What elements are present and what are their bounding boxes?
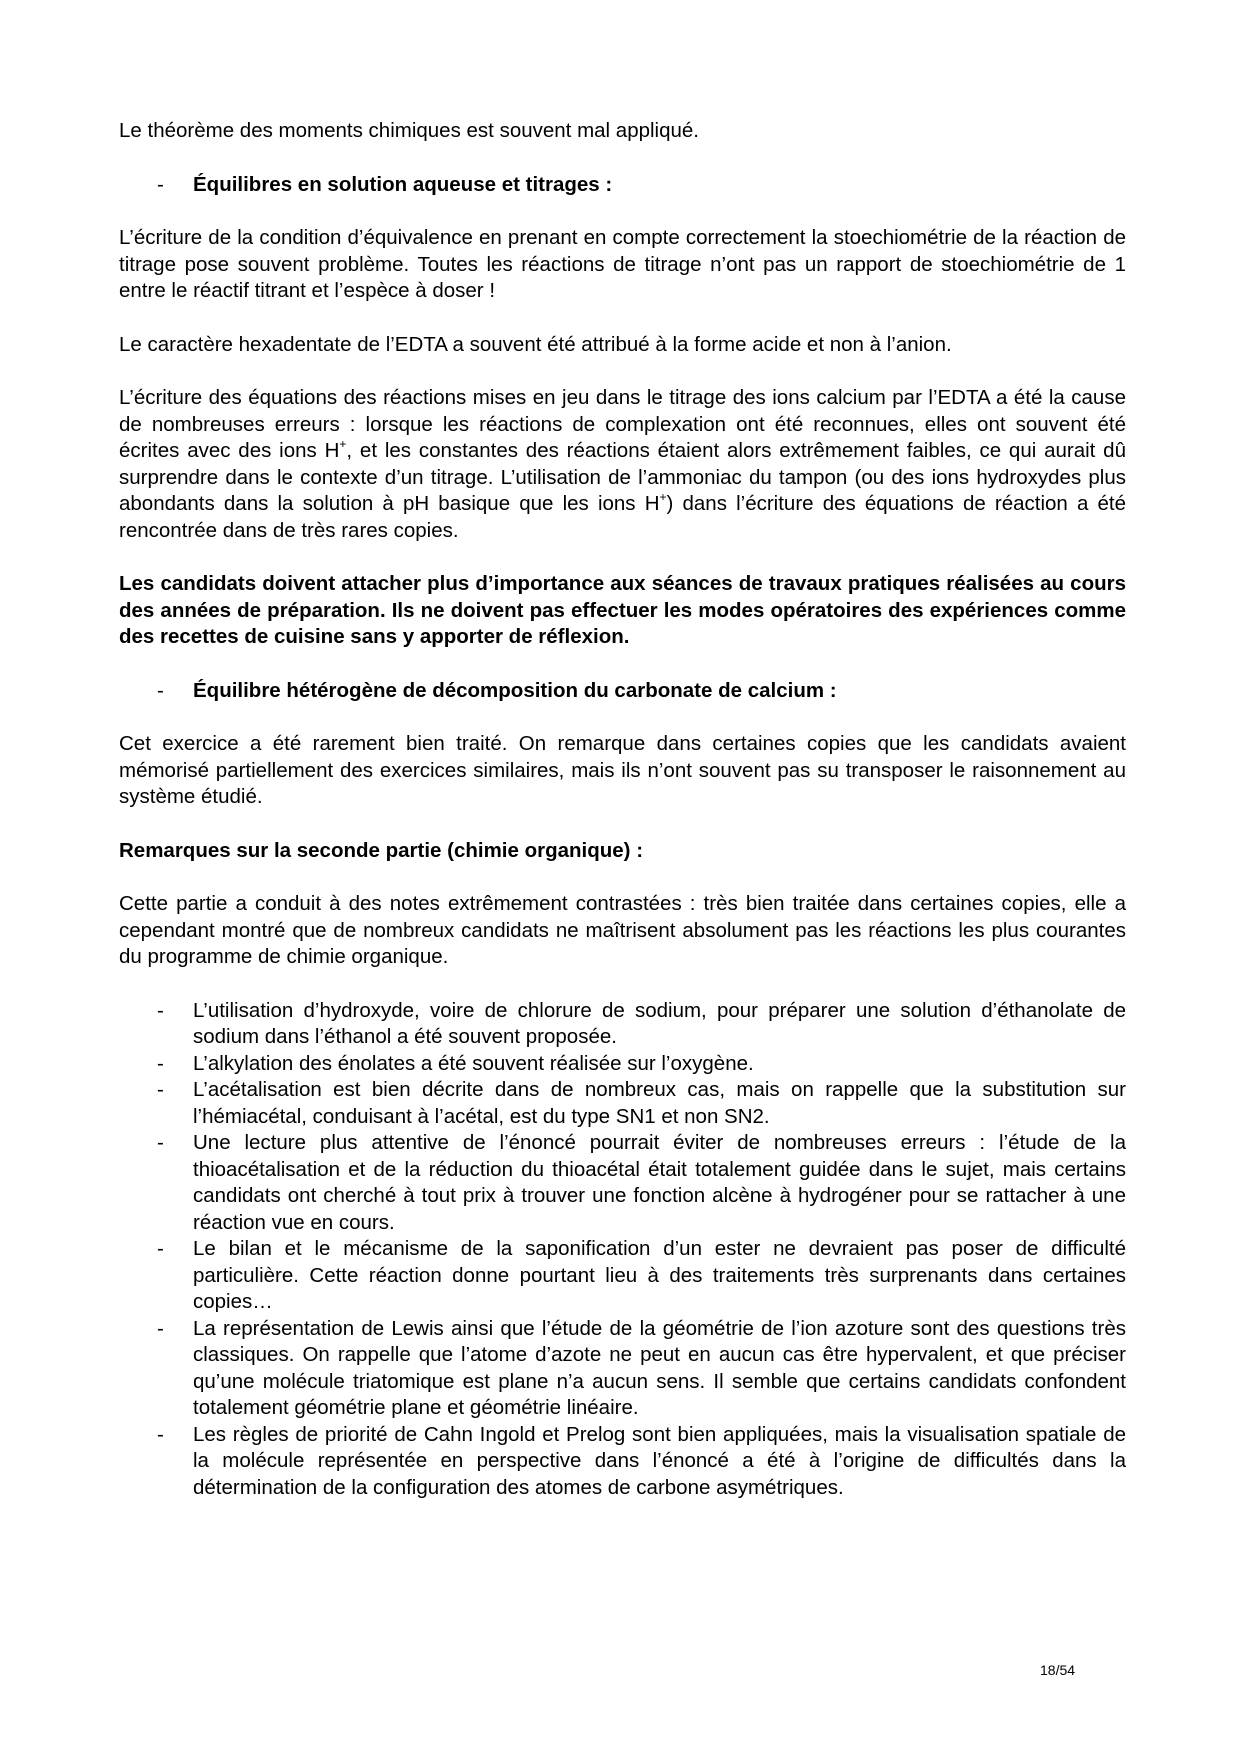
superscript-plus: + <box>339 437 347 452</box>
text-segment: L’écriture des équations des réactions mises en jeu dans le titrage des ions calcium par l’EDTA a été la cause de nombreuses erreurs : lorsque les réactions de complexation ont été reconnues, elles ont souvent été écrites avec des ions H <box>119 386 1126 462</box>
bullet-dash: - <box>157 1131 164 1154</box>
superscript-plus: + <box>659 490 667 505</box>
list-item-text: L’acétalisation est bien décrite dans de nombreux cas, mais on rappelle que la substitution sur l’hémiacétal, conduisant à l’acétal, est du type SN1 et non SN2. <box>193 1078 1126 1128</box>
bullet-dash: - <box>157 998 164 1022</box>
paragraph-carbonate: Cet exercice a été rarement bien traité. On remarque dans certaines copies que les candidats avaient mémorisé partiellement des exercices similaires, mais ils n’ont souvent pas su transposer le raisonnement au système étudié. <box>119 732 1126 808</box>
remarks-list <box>119 998 1126 1502</box>
heading-carbonate <box>119 678 1126 705</box>
list-item-text: Les règles de priorité de Cahn Ingold et Prelog sont bien appliquées, mais la visualisation spatiale de la molécule représentée en perspective dans l’énoncé a été à l’origine de difficultés dans la détermination de la configuration des atomes de carbone asymétriques. <box>193 1422 1126 1499</box>
bullet-dash: - <box>157 1237 164 1260</box>
heading-equilibres-aqueux <box>119 172 1126 199</box>
list-item <box>119 1051 1126 1078</box>
bullet-dash: - <box>157 1316 164 1340</box>
text-column <box>119 118 1126 1501</box>
bullet-dash: - <box>157 1422 164 1446</box>
list-item <box>119 1422 1126 1502</box>
heading-text: Équilibre hétérogène de décomposition du carbonate de calcium : <box>193 678 837 702</box>
bullet-dash: - <box>157 1051 164 1075</box>
paragraph-edta: Le caractère hexadentate de l’EDTA a souvent été attribué à la forme acide et non à l’anion. <box>119 332 952 356</box>
bullet-dash: - <box>157 678 164 702</box>
paragraph-organic-intro: Cette partie a conduit à des notes extrêmement contrastées : très bien traitée dans certaines copies, elle a cependant montré que de nombreux candidats ne maîtrisent absolument pas les réactions les plus courantes du programme de chimie organique. <box>119 892 1126 968</box>
paragraph-moments: Le théorème des moments chimiques est souvent mal appliqué. <box>119 119 700 142</box>
list-item <box>119 1316 1126 1422</box>
list-item <box>119 998 1126 1051</box>
bullet-dash: - <box>157 172 164 196</box>
paragraph-equivalence: L’écriture de la condition d’équivalence en prenant en compte correctement la stoechiométrie de la réaction de titrage pose souvent problème. Toutes les réactions de titrage n’ont pas un rapport de stoechiométrie de 1 entre le réactif titrant et l’espèce à doser ! <box>119 226 1126 302</box>
text-segment: , et les constantes des réactions étaient alors extrêmement faibles, ce qui aurait dû surprendre dans le contexte d’un titrage. L’utilisation de l’ammoniac du tampon (ou des ions hydroxydes plus abondants dans la solution à pH basique que les ions H <box>119 439 1126 515</box>
list-item-text: L’utilisation d’hydroxyde, voire de chlorure de sodium, pour préparer une solution d’éthanolate de sodium dans l’éthanol a été souvent proposée. <box>193 998 1126 1048</box>
list-item-text: L’alkylation des énolates a été souvent réalisée sur l’oxygène. <box>193 1051 754 1075</box>
list-item-text: Le bilan et le mécanisme de la saponification d’un ester ne devraient pas poser de difficulté particulière. Cette réaction donne pourtant lieu à des traitements très surprenants dans certaines copies… <box>193 1237 1126 1313</box>
list-item <box>119 1236 1126 1316</box>
page-number: 18/54 <box>1040 1662 1076 1678</box>
list-item-text: La représentation de Lewis ainsi que l’étude de la géométrie de l’ion azoture sont des questions très classiques. On rappelle que l’atome d’azote ne peut en aucun cas être hypervalent, et que préciser qu’une molécule triatomique est plane n’a aucun sens. Il semble que certains candidats confondent totalement géométrie plane et géométrie linéaire. <box>193 1316 1126 1419</box>
section-title-organic: Remarques sur la seconde partie (chimie organique) : <box>119 838 644 862</box>
paragraph-advice-bold: Les candidats doivent attacher plus d’importance aux séances de travaux pratiques réalisées au cours des années de préparation. Ils ne doivent pas effectuer les modes opératoires des expériences comme des recettes de cuisine sans y apporter de réflexion. <box>119 572 1126 648</box>
bullet-dash: - <box>157 1078 164 1101</box>
text-segment: ) dans l’écriture des équations de réaction a été rencontrée dans de très rares copies. <box>119 492 1127 542</box>
heading-text: Équilibres en solution aqueuse et titrages : <box>193 172 613 196</box>
list-item <box>119 1130 1126 1236</box>
paragraph-complexation <box>119 385 1126 544</box>
list-item <box>119 1077 1126 1130</box>
list-item-text: Une lecture plus attentive de l’énoncé pourrait éviter de nombreuses erreurs : l’étude de la thioacétalisation et de la réduction du thioacétal était totalement guidée dans le sujet, mais certains candidats ont cherché à tout prix à trouver une fonction alcène à hydrogéner pour se rattacher à une réaction vue en cours. <box>193 1131 1126 1234</box>
